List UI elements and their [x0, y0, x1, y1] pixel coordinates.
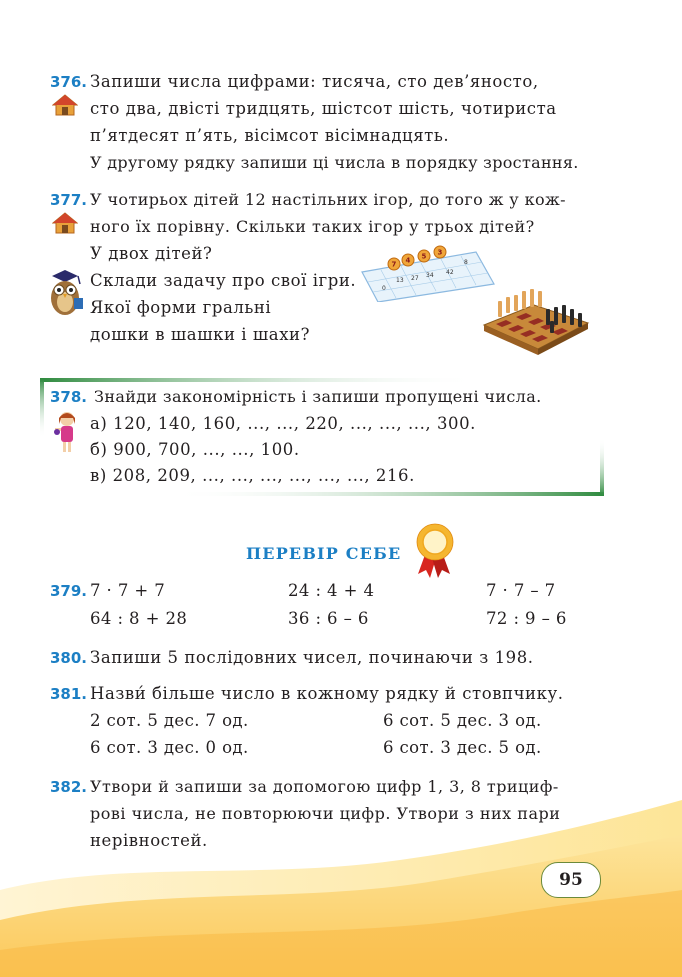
task-376-line-3: п’ятдесят п’ять, вісімсот вісімнадцять.	[90, 126, 450, 145]
expression: 72 : 9 – 6	[486, 609, 567, 628]
task-376-line-2: сто два, двісті тридцять, шістсот шість, чотириста	[90, 99, 557, 118]
home-icon	[52, 93, 78, 117]
expression: 7 · 7 + 7	[90, 581, 166, 600]
task-379-number: 379.	[50, 582, 88, 600]
lotto-chip-number: 5	[421, 252, 427, 261]
section-heading: ПЕРЕВІР СЕБЕ	[246, 544, 402, 563]
task-377-line-3: У двох дітей?	[90, 244, 213, 263]
medal-icon	[412, 522, 458, 578]
lotto-number: 0	[382, 285, 386, 292]
lotto-chip-number: 4	[405, 256, 411, 265]
lotto-chip-number: 7	[391, 260, 397, 269]
home-icon	[52, 211, 78, 235]
task-378-row-b: б) 900, 700, ..., ..., 100.	[90, 440, 300, 459]
task-378-number: 378.	[50, 388, 88, 406]
task-380-number: 380.	[50, 649, 88, 667]
place-value-item: 6 сот. 3 дес. 5 од.	[383, 738, 542, 757]
lotto-number: 34	[426, 272, 434, 279]
task-377-number: 377.	[50, 191, 88, 209]
place-value-item: 2 сот. 5 дес. 7 од.	[90, 711, 249, 730]
expression: 24 : 4 + 4	[288, 581, 375, 600]
lotto-number: 8	[464, 259, 468, 266]
task-377-line-1: У чотирьох дітей 12 настільних ігор, до того ж у кож-	[90, 190, 566, 209]
task-378-title: Знайди закономірність і запиши пропущені числа.	[94, 387, 542, 406]
lotto-chip-number: 3	[437, 248, 443, 257]
place-value-item: 6 сот. 3 дес. 0 од.	[90, 738, 249, 757]
expression: 7 · 7 – 7	[486, 581, 556, 600]
lotto-number: 13	[396, 277, 404, 284]
lotto-number: 42	[446, 269, 454, 276]
lotto-number: 27	[411, 275, 419, 282]
task-382-line-3: нерівностей.	[90, 831, 208, 850]
task-381-number: 381.	[50, 685, 88, 703]
task-376-line-1: Запиши числа цифрами: тисяча, сто дев’яносто,	[90, 72, 539, 91]
task-377-line-5: Якої форми гральні	[90, 298, 272, 317]
task-382-number: 382.	[50, 778, 88, 796]
task-378-row-a: а) 120, 140, 160, ..., ..., 220, ..., ..., ..., 300.	[90, 414, 476, 433]
task-377-line-2: ного їх порівну. Скільки таких ігор у трьох дітей?	[90, 217, 535, 236]
place-value-item: 6 сот. 5 дес. 3 од.	[383, 711, 542, 730]
task-376-number: 376.	[50, 73, 88, 91]
task-382-line-2: рові числа, не повторюючи цифр. Утвори з них пари	[90, 804, 561, 823]
task-380-text: Запиши 5 послідовних чисел, починаючи з 198.	[90, 648, 534, 667]
task-376-line-4: У другому рядку запиши ці числа в порядку зростання.	[90, 153, 579, 172]
owl-teacher-icon	[44, 268, 86, 318]
expression: 36 : 6 – 6	[288, 609, 369, 628]
task-377-line-4: Склади задачу про свої ігри.	[90, 271, 357, 290]
task-382-line-1: Утвори й запиши за допомогою цифр 1, 3, 8 трициф-	[90, 777, 559, 796]
task-381-text: Назви́ більше число в кожному рядку й стовпчику.	[90, 684, 564, 703]
girl-icon	[54, 410, 80, 454]
task-378-row-c: в) 208, 209, ..., ..., ..., ..., ..., ..., 216.	[90, 466, 415, 485]
task-377-line-6: дошки в шашки і шахи?	[90, 325, 310, 344]
expression: 64 : 8 + 28	[90, 609, 188, 628]
page-number: 95	[541, 862, 601, 898]
lotto-card-image	[356, 244, 496, 302]
chessboard-image	[480, 283, 592, 358]
